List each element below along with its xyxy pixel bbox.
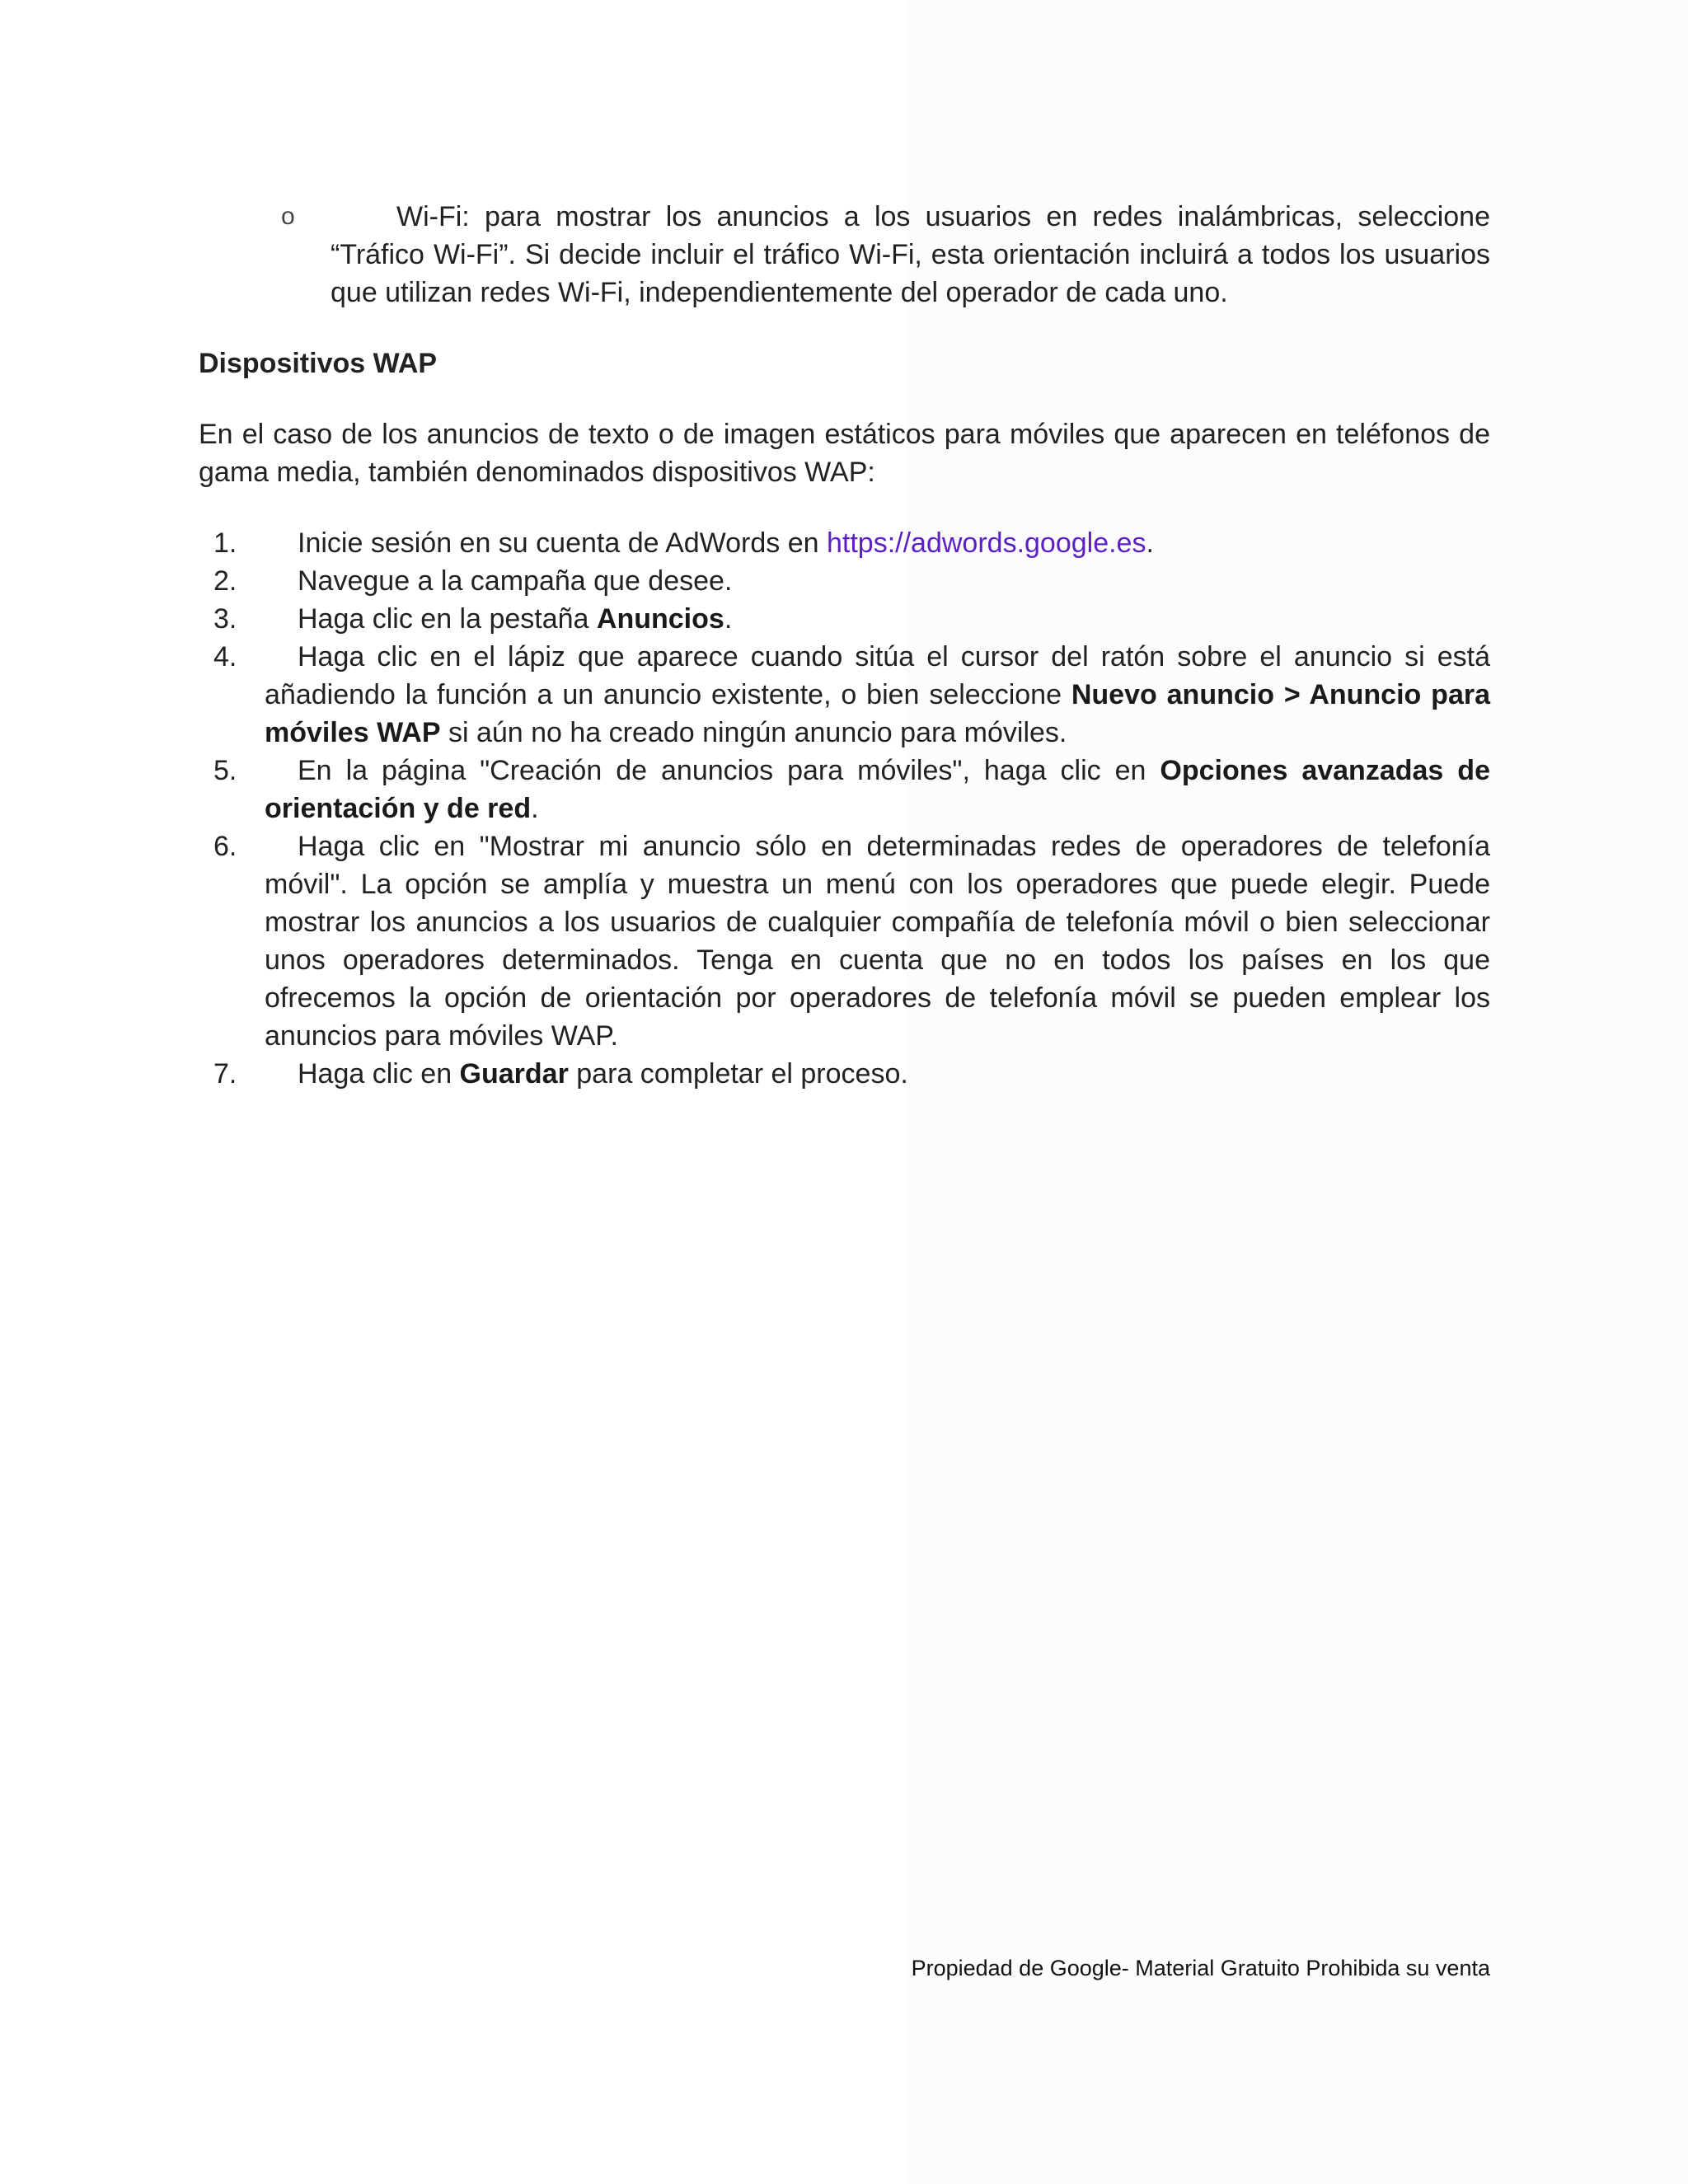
step-number: 6. — [213, 831, 237, 862]
wifi-bullet-text: Wi-Fi: para mostrar los anuncios a los usuarios en redes inalámbricas, seleccione “Tráfico Wi-Fi”. Si decide incluir el tráfico Wi-Fi, esta orientación incluirá a todos los usuarios que utilizan redes Wi-Fi, independientemente del operador de cada uno. — [331, 201, 1490, 308]
list-item: 1. Inicie sesión en su cuenta de AdWords en https://adwords.google.es. — [199, 524, 1490, 562]
intro-paragraph: En el caso de los anuncios de texto o de imagen estáticos para móviles que aparecen en teléfonos de gama media, también denominados dispositivos WAP: — [199, 419, 1490, 488]
step-number: 4. — [213, 641, 237, 673]
bullet-circle-icon: o — [281, 203, 295, 230]
bold-term: Anuncios — [596, 603, 724, 635]
page-footer: Propiedad de Google- Material Gratuito Prohibida su venta — [911, 1956, 1490, 1980]
bold-term: Opciones avanzadas de orientación y de red — [265, 755, 1490, 824]
step-number: 3. — [213, 603, 237, 635]
wifi-bullet-item — [199, 198, 1490, 312]
step-number: 5. — [213, 755, 237, 786]
list-item: 4. Haga clic en el lápiz que aparece cuando sitúa el cursor del ratón sobre el anuncio si está añadiendo la función a un anuncio existente, o bien seleccione Nuevo anuncio > Anuncio para móviles WAP si aún no ha creado ningún anuncio para móviles. — [199, 638, 1490, 752]
step-number: 2. — [213, 565, 237, 597]
step-number: 1. — [213, 527, 237, 559]
document-body — [199, 198, 1490, 1093]
bold-term: Guardar — [459, 1058, 569, 1090]
list-item: 3. Haga clic en la pestaña Anuncios. — [199, 600, 1490, 638]
step-number: 7. — [213, 1058, 237, 1090]
adwords-link[interactable]: https://adwords.google.es — [827, 527, 1146, 559]
section-heading: Dispositivos WAP — [199, 348, 438, 379]
list-item: 2. Navegue a la campaña que desee. — [199, 562, 1490, 600]
list-item: 7. Haga clic en Guardar para completar el proceso. — [199, 1055, 1490, 1093]
list-item: 6. Haga clic en "Mostrar mi anuncio sólo en determinadas redes de operadores de telefonía móvil". La opción se amplía y muestra un menú con los operadores que puede elegir. Puede mostrar los anuncios a los usuarios de cualquier compañía de telefonía móvil o bien seleccionar unos operadores determinados. Tenga en cuenta que no en todos los países en los que ofrecemos la opción de orientación por operadores de telefonía móvil se pueden emplear los anuncios para móviles WAP. — [199, 827, 1490, 1055]
list-item: 5. En la página "Creación de anuncios para móviles", haga clic en Opciones avanzadas de orientación y de red. — [199, 752, 1490, 827]
steps-list — [199, 524, 1490, 1093]
bold-term: Nuevo anuncio > Anuncio para móviles WAP — [265, 679, 1490, 748]
